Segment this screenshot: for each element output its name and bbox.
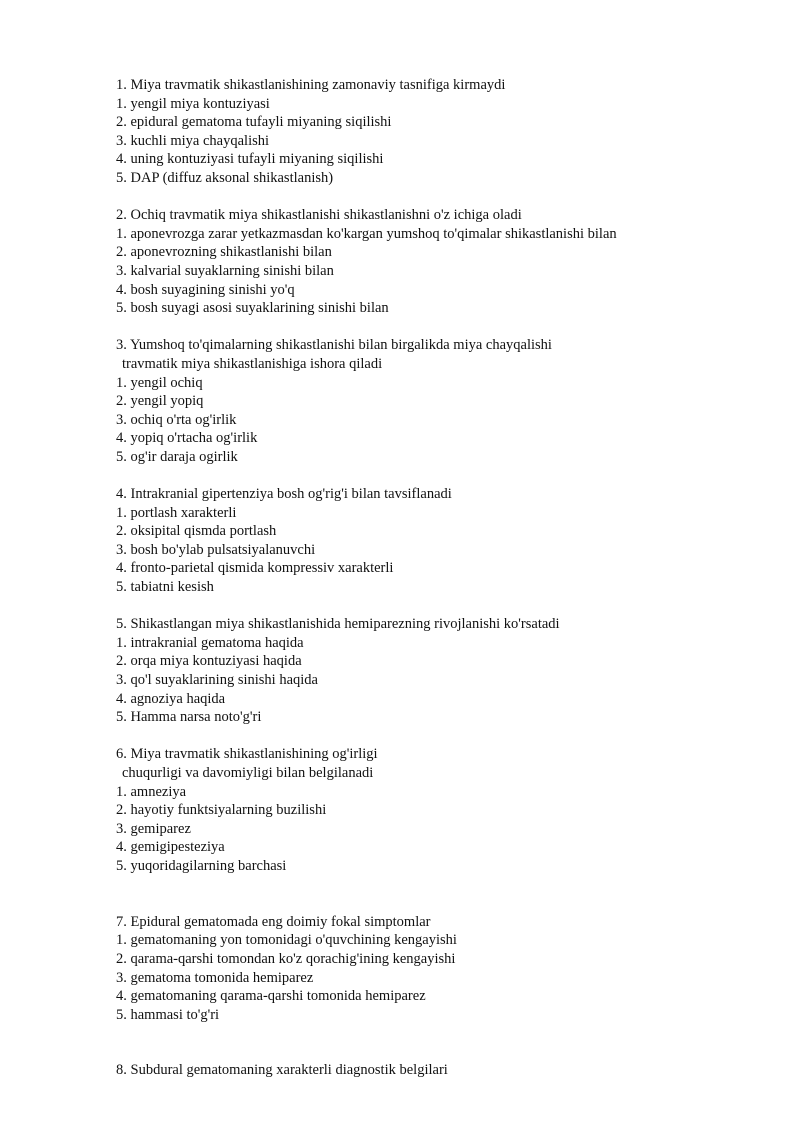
question-stem-continuation: chuqurligi va davomiyligi bilan belgilanadi: [122, 764, 374, 781]
question-7: [116, 913, 796, 1025]
answer-option: 2. yengil yopiq: [116, 393, 204, 410]
answer-option: 1. gematomaning yon tomonidagi o'quvchining kengayishi: [116, 932, 457, 949]
answer-option: 2. epidural gematoma tufayli miyaning siqilishi: [116, 114, 392, 131]
answer-option: 5. tabiatni kesish: [116, 579, 214, 596]
answer-option: 5. Hamma narsa noto'g'ri: [116, 709, 262, 726]
answer-option: 3. ochiq o'rta og'irlik: [116, 411, 237, 428]
answer-option: 1. yengil miya kontuziyasi: [116, 95, 270, 112]
answer-option: 3. kuchli miya chayqalishi: [116, 132, 270, 149]
question-6: [116, 745, 796, 875]
answer-option: 2. oksipital qismda portlash: [116, 523, 277, 540]
question-8: [116, 1061, 796, 1080]
question-stem: 2. Ochiq travmatik miya shikastlanishi shikastlanishni o'z ichiga oladi: [116, 207, 522, 224]
answer-option: 3. gematoma tomonida hemiparez: [116, 969, 314, 986]
answer-option: 1. aponevrozga zarar yetkazmasdan ko'kargan yumshoq to'qimalar shikastlanishi bilan: [116, 225, 617, 242]
question-stem: 4. Intrakranial gipertenziya bosh og'rig'i bilan tavsiflanadi: [116, 486, 452, 503]
answer-option: 5. hammasi to'g'ri: [116, 1006, 220, 1023]
answer-option: 4. gemigipesteziya: [116, 839, 225, 856]
question-5: [116, 615, 796, 727]
question-stem-continuation: travmatik miya shikastlanishiga ishora qiladi: [122, 355, 383, 372]
question-4: [116, 485, 796, 597]
question-2: [116, 206, 796, 318]
question-stem: 6. Miya travmatik shikastlanishining og'irligi: [116, 746, 378, 763]
answer-option: 4. bosh suyagining sinishi yo'q: [116, 281, 295, 298]
question-stem: 3. Yumshoq to'qimalarning shikastlanishi bilan birgalikda miya chayqalishi: [116, 337, 552, 354]
answer-option: 3. bosh bo'ylab pulsatsiyalanuvchi: [116, 541, 316, 558]
answer-option: 4. yopiq o'rtacha og'irlik: [116, 430, 258, 447]
answer-option: 3. gemiparez: [116, 820, 191, 837]
question-1: [116, 76, 796, 188]
answer-option: 4. uning kontuziyasi tufayli miyaning siqilishi: [116, 151, 384, 168]
answer-option: 5. DAP (diffuz aksonal shikastlanish): [116, 169, 334, 186]
answer-option: 2. qarama-qarshi tomondan ko'z qorachig'ining kengayishi: [116, 950, 456, 967]
answer-option: 4. agnoziya haqida: [116, 690, 226, 707]
question-stem: 1. Miya travmatik shikastlanishining zamonaviy tasnifiga kirmaydi: [116, 77, 506, 93]
question-list: [116, 76, 796, 1099]
answer-option: 1. amneziya: [116, 783, 187, 800]
question-stem: 7. Epidural gematomada eng doimiy fokal simptomlar: [116, 913, 431, 930]
answer-option: 3. kalvarial suyaklarning sinishi bilan: [116, 262, 334, 279]
answer-option: 3. qo'l suyaklarining sinishi haqida: [116, 672, 318, 688]
answer-option: 5. yuqoridagilarning barchasi: [116, 857, 287, 874]
answer-option: 1. portlash xarakterli: [116, 504, 237, 521]
question-stem: 8. Subdural gematomaning xarakterli diagnostik belgilari: [116, 1062, 448, 1079]
answer-option: 5. bosh suyagi asosi suyaklarining sinishi bilan: [116, 300, 389, 317]
answer-option: 5. og'ir daraja ogirlik: [116, 448, 238, 465]
answer-option: 1. yengil ochiq: [116, 374, 203, 391]
answer-option: 2. hayotiy funktsiyalarning buzilishi: [116, 802, 327, 819]
answer-option: 4. fronto-parietal qismida kompressiv xarakterli: [116, 560, 394, 577]
question-stem: 5. Shikastlangan miya shikastlanishida hemiparezning rivojlanishi ko'rsatadi: [116, 616, 560, 633]
answer-option: 4. gematomaning qarama-qarshi tomonida hemiparez: [116, 988, 426, 1005]
answer-option: 1. intrakranial gematoma haqida: [116, 634, 304, 651]
answer-option: 2. orqa miya kontuziyasi haqida: [116, 653, 302, 670]
question-3: [116, 336, 796, 466]
answer-option: 2. aponevrozning shikastlanishi bilan: [116, 244, 332, 261]
